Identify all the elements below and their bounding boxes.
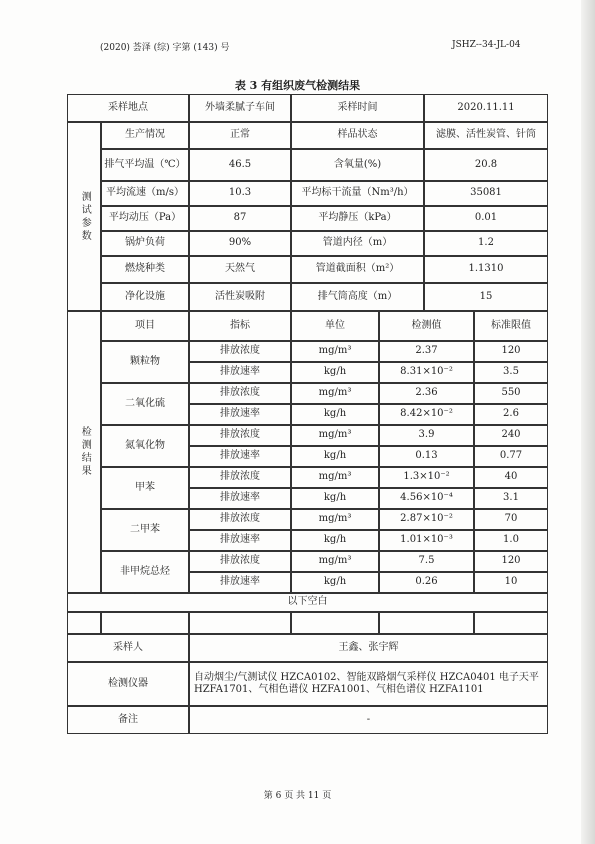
params-group-label: 测试参数 <box>67 122 101 311</box>
param-label: 平均静压（kPa） <box>291 206 424 231</box>
unit-cell: mg/m³ <box>291 551 379 572</box>
results-group-label: 检测结果 <box>67 311 101 593</box>
param-label: 管道截面积（m²） <box>291 256 424 283</box>
pollutant-name: 非甲烷总烃 <box>101 551 189 593</box>
param-label: 样品状态 <box>291 122 424 149</box>
value-cell: 0.13 <box>379 446 474 467</box>
sampler-value: 王鑫、张宇辉 <box>189 634 548 662</box>
limit-cell: 0.77 <box>474 446 548 467</box>
param-value: 活性炭吸附 <box>189 283 291 311</box>
pollutant-name: 二甲苯 <box>101 509 189 551</box>
param-label: 生产情况 <box>101 122 189 149</box>
param-label: 燃烧种类 <box>101 256 189 283</box>
empty-cell <box>291 612 379 634</box>
value-cell: 1.3×10⁻² <box>379 467 474 488</box>
unit-cell: kg/h <box>291 362 379 383</box>
param-label: 平均标干流量（Nm³/h） <box>291 181 424 206</box>
table-caption: 表 3 有组织废气检测结果 <box>234 79 361 92</box>
index-cell: 排放速率 <box>189 446 291 467</box>
limit-cell: 550 <box>474 383 548 404</box>
param-value: 90% <box>189 231 291 256</box>
param-value: 87 <box>189 206 291 231</box>
index-cell: 排放速率 <box>189 488 291 509</box>
column-header-item: 项目 <box>101 311 189 341</box>
limit-cell: 3.5 <box>474 362 548 383</box>
value-cell: 2.37 <box>379 341 474 362</box>
index-cell: 排放浓度 <box>189 383 291 404</box>
index-cell: 排放速率 <box>189 530 291 551</box>
value-cell: 2.87×10⁻² <box>379 509 474 530</box>
param-value: 正常 <box>189 122 291 149</box>
unit-cell: mg/m³ <box>291 341 379 362</box>
unit-cell: mg/m³ <box>291 383 379 404</box>
unit-cell: kg/h <box>291 572 379 593</box>
unit-cell: kg/h <box>291 446 379 467</box>
limit-cell: 10 <box>474 572 548 593</box>
blank-notice: 以下空白 <box>67 593 548 612</box>
param-value: 10.3 <box>189 181 291 206</box>
pollutant-name: 二氧化硫 <box>101 383 189 425</box>
index-cell: 排放浓度 <box>189 425 291 446</box>
index-cell: 排放浓度 <box>189 341 291 362</box>
limit-cell: 40 <box>474 467 548 488</box>
empty-cell <box>189 612 291 634</box>
index-cell: 排放浓度 <box>189 467 291 488</box>
column-header-index: 指标 <box>189 311 291 341</box>
param-value: 15 <box>424 283 548 311</box>
sampler-label: 采样人 <box>67 634 189 662</box>
limit-cell: 240 <box>474 425 548 446</box>
document-code: JSHZ--34-JL-04 <box>452 40 521 50</box>
sampling-location-label: 采样地点 <box>67 94 189 122</box>
limit-cell: 120 <box>474 341 548 362</box>
remark-value: - <box>189 706 548 734</box>
param-label: 平均动压（Pa） <box>101 206 189 231</box>
param-label: 排气筒高度（m） <box>291 283 424 311</box>
value-cell: 1.01×10⁻³ <box>379 530 474 551</box>
empty-cell <box>101 612 189 634</box>
value-cell: 7.5 <box>379 551 474 572</box>
unit-cell: mg/m³ <box>291 509 379 530</box>
value-cell: 2.36 <box>379 383 474 404</box>
index-cell: 排放浓度 <box>189 509 291 530</box>
param-value: 1.2 <box>424 231 548 256</box>
column-header-value: 检测值 <box>379 311 474 341</box>
empty-cell <box>379 612 474 634</box>
column-header-limit: 标准限值 <box>474 311 548 341</box>
param-value: 20.8 <box>424 149 548 181</box>
param-value: 1.1310 <box>424 256 548 283</box>
param-label: 净化设施 <box>101 283 189 311</box>
limit-cell: 3.1 <box>474 488 548 509</box>
param-label: 平均流速（m/s） <box>101 181 189 206</box>
param-label: 管道内径（m） <box>291 231 424 256</box>
document-number: (2020) 荟泽 (综) 字第 (143) 号 <box>100 43 230 53</box>
remark-label: 备注 <box>67 706 189 734</box>
index-cell: 排放浓度 <box>189 551 291 572</box>
param-label: 含氧量(%) <box>291 149 424 181</box>
sampling-time-label: 采样时间 <box>291 94 424 122</box>
unit-cell: mg/m³ <box>291 467 379 488</box>
column-header-unit: 单位 <box>291 311 379 341</box>
index-cell: 排放速率 <box>189 404 291 425</box>
pollutant-name: 甲苯 <box>101 467 189 509</box>
param-value: 0.01 <box>424 206 548 231</box>
limit-cell: 2.6 <box>474 404 548 425</box>
unit-cell: kg/h <box>291 530 379 551</box>
instrument-value: 自动烟尘/气测试仪 HZCA0102、智能双路烟气采样仪 HZCA0401 电子天平 HZFA1701、气相色谱仪 HZFA1001、气相色谱仪 HZFA1101 <box>189 662 548 706</box>
value-cell: 8.31×10⁻² <box>379 362 474 383</box>
param-label: 锅炉负荷 <box>101 231 189 256</box>
value-cell: 3.9 <box>379 425 474 446</box>
instrument-label: 检测仪器 <box>67 662 189 706</box>
sampling-location-value: 外墙柔腻子车间 <box>189 94 291 122</box>
limit-cell: 120 <box>474 551 548 572</box>
param-value: 天然气 <box>189 256 291 283</box>
page-edge-shadow <box>581 0 595 844</box>
limit-cell: 1.0 <box>474 530 548 551</box>
page-footer: 第 6 页 共 11 页 <box>263 791 332 801</box>
index-cell: 排放速率 <box>189 572 291 593</box>
value-cell: 4.56×10⁻⁴ <box>379 488 474 509</box>
param-value: 滤膜、活性炭管、针筒 <box>424 122 548 149</box>
sampling-time-value: 2020.11.11 <box>424 94 548 122</box>
pollutant-name: 颗粒物 <box>101 341 189 383</box>
index-cell: 排放速率 <box>189 362 291 383</box>
empty-cell <box>67 612 101 634</box>
unit-cell: kg/h <box>291 404 379 425</box>
param-label: 排气平均温（℃） <box>101 149 189 181</box>
pollutant-name: 氮氧化物 <box>101 425 189 467</box>
param-value: 35081 <box>424 181 548 206</box>
unit-cell: mg/m³ <box>291 425 379 446</box>
unit-cell: kg/h <box>291 488 379 509</box>
value-cell: 0.26 <box>379 572 474 593</box>
limit-cell: 70 <box>474 509 548 530</box>
param-value: 46.5 <box>189 149 291 181</box>
empty-cell <box>474 612 548 634</box>
value-cell: 8.42×10⁻² <box>379 404 474 425</box>
